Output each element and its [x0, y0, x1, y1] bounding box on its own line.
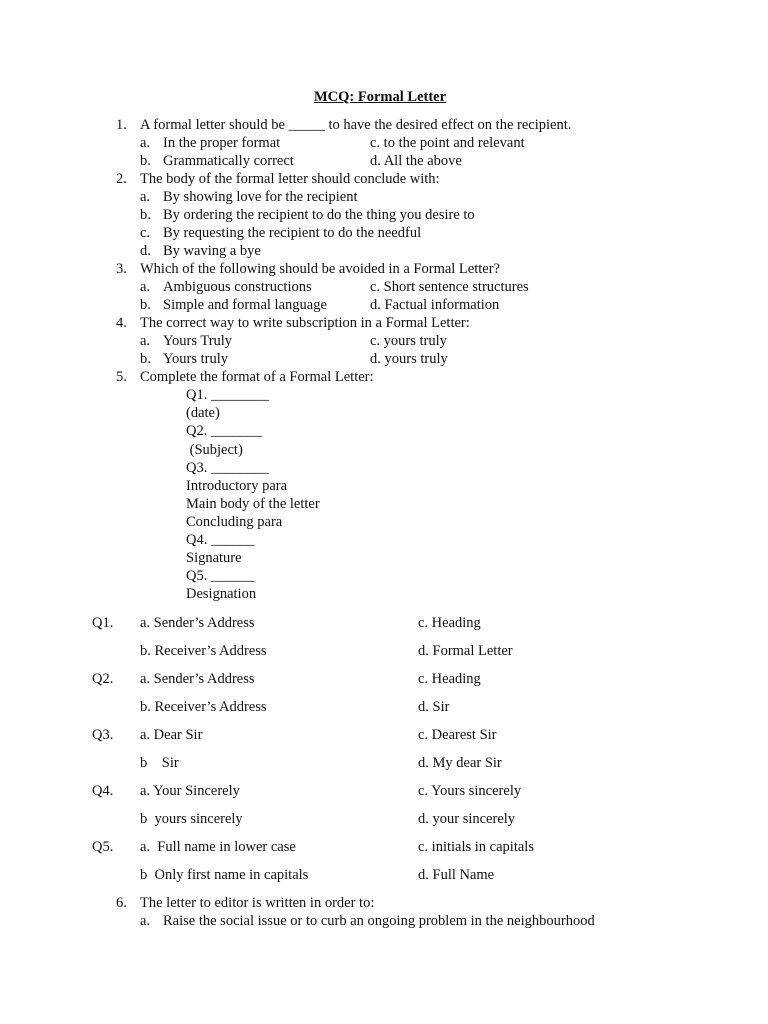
- question-3-option-b: Simple and formal language: [163, 297, 327, 313]
- format-line: Main body of the letter: [186, 496, 320, 512]
- blank-q4-option-a: a. Your Sincerely: [140, 783, 240, 799]
- question-2-option-c: By requesting the recipient to do the needful: [163, 225, 422, 241]
- format-line: Q5. ______: [186, 568, 255, 584]
- question-2-text: The body of the formal letter should conclude with:: [140, 171, 440, 187]
- blank-q1-label: Q1.: [92, 615, 114, 631]
- blank-q4-option-b: b yours sincerely: [140, 811, 243, 827]
- question-4-option-a-label: a.: [140, 333, 151, 349]
- question-4-option-d: d. yours truly: [370, 351, 448, 367]
- blank-q3-label: Q3.: [92, 727, 114, 743]
- blank-q2-option-d: d. Sir: [418, 699, 450, 715]
- question-6-option-a-label: a.: [140, 913, 151, 929]
- question-4-option-c: c. yours truly: [370, 333, 447, 349]
- question-1-option-a: In the proper format: [163, 135, 281, 151]
- question-1-option-b: Grammatically correct: [163, 153, 294, 169]
- question-4-text: The correct way to write subscription in a Formal Letter:: [140, 315, 470, 331]
- format-line: Designation: [186, 586, 257, 602]
- blank-q3-option-a: a. Dear Sir: [140, 727, 203, 743]
- blank-q3-option-d: d. My dear Sir: [418, 755, 502, 771]
- question-5-text: Complete the format of a Formal Letter:: [140, 369, 374, 385]
- question-3-option-c: c. Short sentence structures: [370, 279, 529, 295]
- blank-q1-option-d: d. Formal Letter: [418, 643, 513, 659]
- question-2-option-b-label: b.: [140, 207, 151, 223]
- document-title: MCQ: Formal Letter: [314, 89, 447, 105]
- question-3-option-a-label: a.: [140, 279, 151, 295]
- blank-q1-option-b: b. Receiver’s Address: [140, 643, 267, 659]
- question-2-number: 2.: [116, 171, 127, 187]
- format-line: (date): [186, 405, 220, 421]
- question-3-option-d: d. Factual information: [370, 297, 500, 313]
- blank-q5-option-d: d. Full Name: [418, 867, 495, 883]
- question-2-option-d-label: d.: [140, 243, 151, 259]
- question-6-option-a: Raise the social issue or to curb an ongoing problem in the neighbourhood: [163, 913, 595, 929]
- blank-q4-option-d: d. your sincerely: [418, 811, 516, 827]
- blank-q5-option-c: c. initials in capitals: [418, 839, 534, 855]
- blank-q1-option-c: c. Heading: [418, 615, 481, 631]
- question-1-option-d: d. All the above: [370, 153, 462, 169]
- format-line: Signature: [186, 550, 242, 566]
- blank-q5-option-b: b Only first name in capitals: [140, 867, 309, 883]
- question-2-option-a-label: a.: [140, 189, 151, 205]
- format-line: Q1. ________: [186, 387, 269, 403]
- question-6-number: 6.: [116, 895, 127, 911]
- question-2-option-b: By ordering the recipient to do the thing you desire to: [163, 207, 475, 223]
- blank-q4-label: Q4.: [92, 783, 114, 799]
- format-line: Q4. ______: [186, 532, 255, 548]
- question-2-option-a: By showing love for the recipient: [163, 189, 358, 205]
- question-4-number: 4.: [116, 315, 127, 331]
- question-1-number: 1.: [116, 117, 127, 133]
- format-line: (Subject): [186, 442, 243, 458]
- question-3-option-a: Ambiguous constructions: [163, 279, 312, 295]
- question-1-option-a-label: a.: [140, 135, 151, 151]
- question-6-text: The letter to editor is written in order to:: [140, 895, 375, 911]
- question-1-option-c: c. to the point and relevant: [370, 135, 525, 151]
- question-3-option-b-label: b.: [140, 297, 151, 313]
- format-line: Concluding para: [186, 514, 283, 530]
- blank-q3-option-b: b Sir: [140, 755, 179, 771]
- blank-q5-label: Q5.: [92, 839, 114, 855]
- blank-q2-label: Q2.: [92, 671, 114, 687]
- blank-q2-option-c: c. Heading: [418, 671, 481, 687]
- format-line: Q3. ________: [186, 460, 269, 476]
- question-1-text: A formal letter should be _____ to have the desired effect on the recipient.: [140, 117, 572, 133]
- blank-q3-option-c: c. Dearest Sir: [418, 727, 497, 743]
- question-4-option-b: Yours truly: [163, 351, 229, 367]
- format-line: Introductory para: [186, 478, 288, 494]
- question-5-number: 5.: [116, 369, 127, 385]
- blank-q4-option-c: c. Yours sincerely: [418, 783, 522, 799]
- question-4-option-b-label: b.: [140, 351, 151, 367]
- blank-q5-option-a: a. Full name in lower case: [140, 839, 296, 855]
- question-3-number: 3.: [116, 261, 127, 277]
- question-2-option-d: By waving a bye: [163, 243, 261, 259]
- question-2-option-c-label: c.: [140, 225, 151, 241]
- format-line: Q2. _______: [186, 423, 262, 439]
- blank-q2-option-b: b. Receiver’s Address: [140, 699, 267, 715]
- question-1-option-b-label: b.: [140, 153, 151, 169]
- question-3-text: Which of the following should be avoided in a Formal Letter?: [140, 261, 500, 277]
- blank-q2-option-a: a. Sender’s Address: [140, 671, 255, 687]
- blank-q1-option-a: a. Sender’s Address: [140, 615, 255, 631]
- question-4-option-a: Yours Truly: [163, 333, 233, 349]
